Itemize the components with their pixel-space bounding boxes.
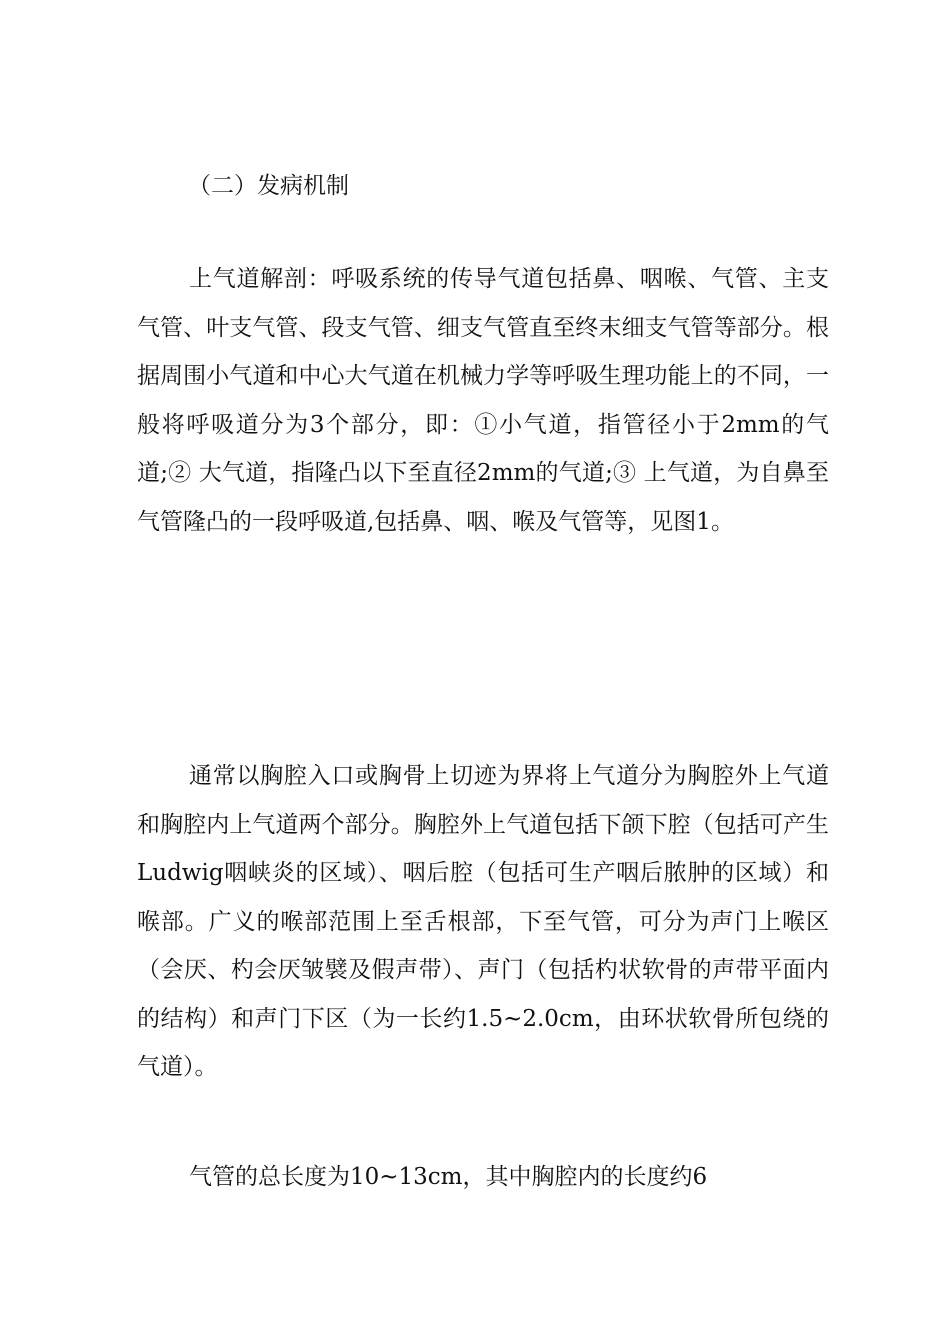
paragraph-trachea-length: 气管的总长度为10~13cm，其中胸腔内的长度约6 [189,1164,708,1190]
section-heading: （二）发病机制 [188,173,349,199]
paragraph-upper-airway-division: 通常以胸腔入口或胸骨上切迹为界将上气道分为胸腔外上气道和胸腔内上气道两个部分。胸腔外上气道包括下颌下腔（包括可产生Ludwig咽峡炎的区域）、咽后腔（包括可生产咽后脓肿的区域）和喉部。广义的喉部范围上至舌根部，下至气管，可分为声门上喉区（会厌、杓会厌皱襞及假声带）、声门（包括杓状软骨的声带平面内的结构）和声门下区（为一长约1.5~2.0cm，由环状软骨所包绕的气道）。 [137,763,829,1080]
paragraph-upper-airway-anatomy: 上气道解剖：呼吸系统的传导气道包括鼻、咽喉、气管、主支气管、叶支气管、段支气管、细支气管直至终末细支气管等部分。根据周围小气道和中心大气道在机械力学等呼吸生理功能上的不同，一般将呼吸道分为3个部分，即：①小气道，指管径小于2mm的气道;② 大气道，指隆凸以下至直径2mm的气道;③ 上气道，为自鼻至气管隆凸的一段呼吸道,包括鼻、咽、喉及气管等，见图1。 [137,266,829,535]
